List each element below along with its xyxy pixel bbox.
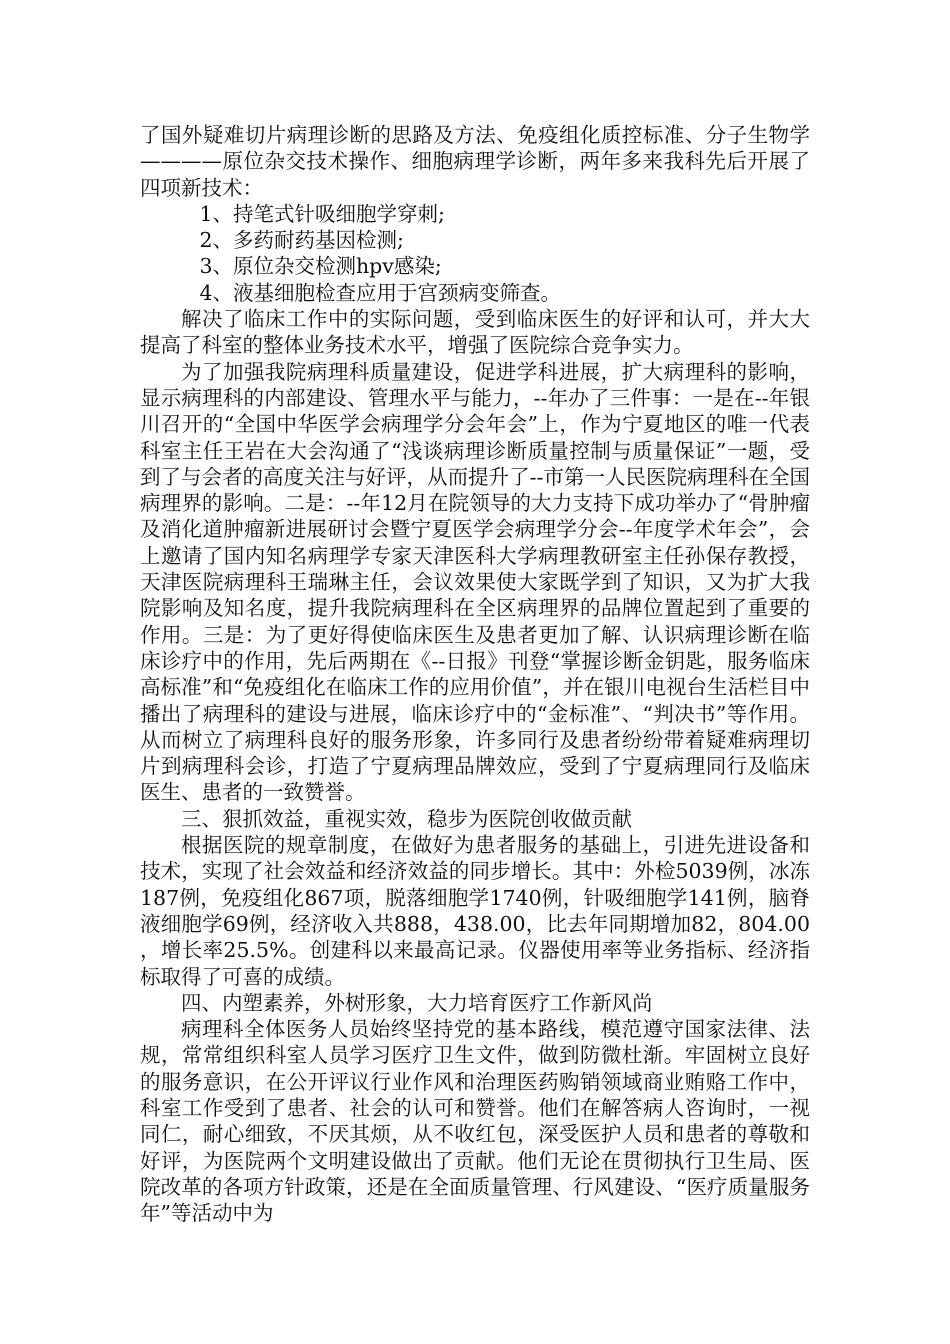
list-item-1: 1、持笔式针吸细胞学穿刺; (199, 201, 445, 226)
list-item-4: 4、液基细胞检查应用于宫颈病变筛查。 (199, 280, 561, 305)
document-body (140, 122, 810, 1226)
list-item-3: 3、原位杂交检测hpv感染; (199, 254, 442, 279)
section-heading-4: 四、内塑素养，外树形象，大力培育医疗工作新风尚 (181, 990, 653, 1015)
section-heading-3: 三、狠抓效益，重视实效，稳步为医院创收做贡献 (181, 806, 632, 831)
paragraph-benefits: 根据医院的规章制度，在做好为患者服务的基础上，引进先进设备和技术，实现了社会效益和经济效益的同步增长。其中：外检5039例，冰冻187例，免疫组化867项，脱落细胞学1740例，针吸细胞学141例，脑脊液细胞学69例，经济收入共888，438.00，比去年同期增加82，804.00，增长率25.5%。创建科以来最高记录。仪器使用率等业务指标、经济指标取得了可喜的成绩。 (140, 833, 810, 989)
list-item-2: 2、多药耐药基因检测; (199, 228, 404, 253)
paragraph-conduct: 病理科全体医务人员始终坚持党的基本路线，模范遵守国家法律、法规，常常组织科室人员学习医疗卫生文件，做到防微杜渐。牢固树立良好的服务意识，在公开评议行业作风和治理医药购销领域商业贿赂工作中，科室工作受到了患者、社会的认可和赞誉。他们在解答病人咨询时，一视同仁，耐心细致，不厌其烦，从不收红包，深受医护人员和患者的尊敬和好评，为医院两个文明建设做出了贡献。他们无论在贯彻执行卫生局、医院改革的各项方针政策，还是在全面质量管理、行风建设、“医疗质量服务年”等活动中为 (140, 1017, 810, 1226)
paragraph-quality-building: 为了加强我院病理科质量建设，促进学科进展，扩大病理科的影响，显示病理科的内部建设、管理水平与能力，--年办了三件事：一是在--年银川召开的“全国中华医学会病理学分会年会”上，作为宁夏地区的唯一代表科室主任王岩在大会沟通了“浅谈病理诊断质量控制与质量保证”一题，受到了与会者的高度关注与好评，从而提升了--市第一人民医院病理科在全国病理界的影响。二是：--年12月在院领导的大力支持下成功举办了“骨肿瘤及消化道肿瘤新进展研讨会暨宁夏医学会病理学分会--年度学术年会”，会上邀请了国内知名病理学专家天津医科大学病理教研室主任孙保存教授，天津医院病理科王瑞琳主任，会议效果使大家既学到了知识，又为扩大我院影响及知名度，提升我院病理科在全区病理界的品牌位置起到了重要的作用。三是：为了更好得使临床医生及患者更加了解、认识病理诊断在临床诊疗中的作用，先后两期在《--日报》刊登“掌握诊断金钥匙，服务临床高标准”和“免疫组化在临床工作的应用价值”，并在银川电视台生活栏目中播出了病理科的建设与进展，临床诊疗中的“金标准”、“判决书”等作用。从而树立了病理科良好的服务形象，许多同行及患者纷纷带着疑难病理切片到病理科会诊，打造了宁夏病理品牌效应，受到了宁夏病理同行及临床医生、患者的一致赞誉。 (140, 359, 810, 805)
paragraph-results: 解决了临床工作中的实际问题，受到临床医生的好评和认可，并大大提高了科室的整体业务技术水平，增强了医院综合竞争实力。 (140, 307, 810, 358)
paragraph-continuation: 了国外疑难切片病理诊断的思路及方法、免疫组化质控标准、分子生物学————原位杂交技术操作、细胞病理学诊断，两年多来我科先后开展了四项新技术： (140, 123, 810, 200)
